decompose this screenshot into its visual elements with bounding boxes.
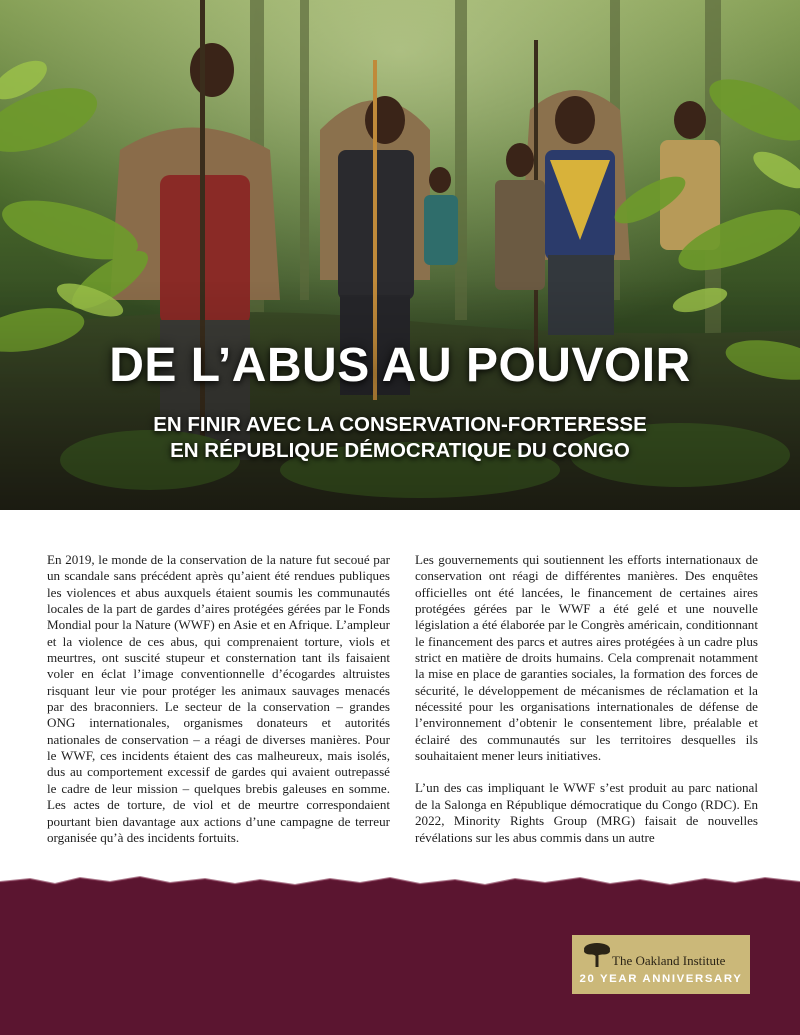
hero-photo [0, 0, 800, 510]
subtitle-line-1: EN FINIR AVEC LA CONSERVATION-FORTERESSE [153, 413, 647, 436]
logo-organization-name: The Oakland Institute [612, 953, 726, 968]
paragraph: L’un des cas impliquant le WWF s’est produit au parc national de la Salonga en République démocratique du Congo (RDC). En 2022, Minority Rights Group (MRG) faisait de nouvelles révélations sur les abus commis dans un autre [415, 780, 758, 845]
page-title: DE L’ABUS AU POUVOIR [109, 339, 691, 392]
text-column-left [47, 552, 390, 846]
page-subtitle [0, 412, 800, 464]
subtitle-line-2: EN RÉPUBLIQUE DÉMOCRATIQUE DU CONGO [170, 439, 630, 462]
body-text [47, 552, 758, 845]
hero-text-block [0, 338, 800, 464]
logo-anniversary-text: 20 YEAR ANNIVERSARY [579, 973, 743, 985]
oakland-institute-logo [572, 935, 750, 994]
paragraph: Les gouvernements qui soutiennent les efforts internationaux de conservation ont réagi de différentes manières. Des enquêtes officielles ont été lancées, le financement de certaines aires protégées gérées par le WWF a été gelé et une nouvelle législation a été élaborée par le Congrès américain, conditionnant le financement des parcs et autres aires protégées à un cadre plus strict en matière de droits humains. Cela comprenait notamment la mise en place de garanties sociales, la formation des forces de sécurité, le développement de mécanismes de réclamation et la nécessité pour les organisations internationales de défense de l’environnement d’obtenir le consentement libre, préalable et éclairé des communautés sur les territoires desquelles ils souhaitaient mener leurs initiatives. [415, 552, 758, 764]
text-column-right [415, 552, 758, 846]
tree-icon [582, 940, 612, 970]
paragraph: En 2019, le monde de la conservation de la nature fut secoué par un scandale sans précédent après qu’aient été rendues publiques les violences et abus auxquels étaient soumis les communautés locales de la part de gardes d’aires protégées gérées par le Fonds Mondial pour la Nature (WWF) en Asie et en Afrique. L’ampleur et la violence de ces abus, qui comprenaient torture, viols et meurtres, ont suscité stupeur et consternation tant ils faisaient voler en éclat l’image conventionnelle d’écogardes altruistes risquant leur vie pour protéger les animaux sauvages menacés par des braconniers. Le secteur de la conservation – grandes ONG internationales, organismes donateurs et autorités nationales de conservation – a réagi de diverses manières. Pour le WWF, ces incidents étaient des cas malheureux, mais isolés, dus au comportement excessif de gardes qui avaient outrepassé le cadre de leur mission – quelques brebis galeuses en somme. Les actes de torture, de viol et de meurtre correspondaient pourtant bien davantage aux actions d’une campagne de terreur organisée qu’à des incidents fortuits. [47, 552, 390, 845]
